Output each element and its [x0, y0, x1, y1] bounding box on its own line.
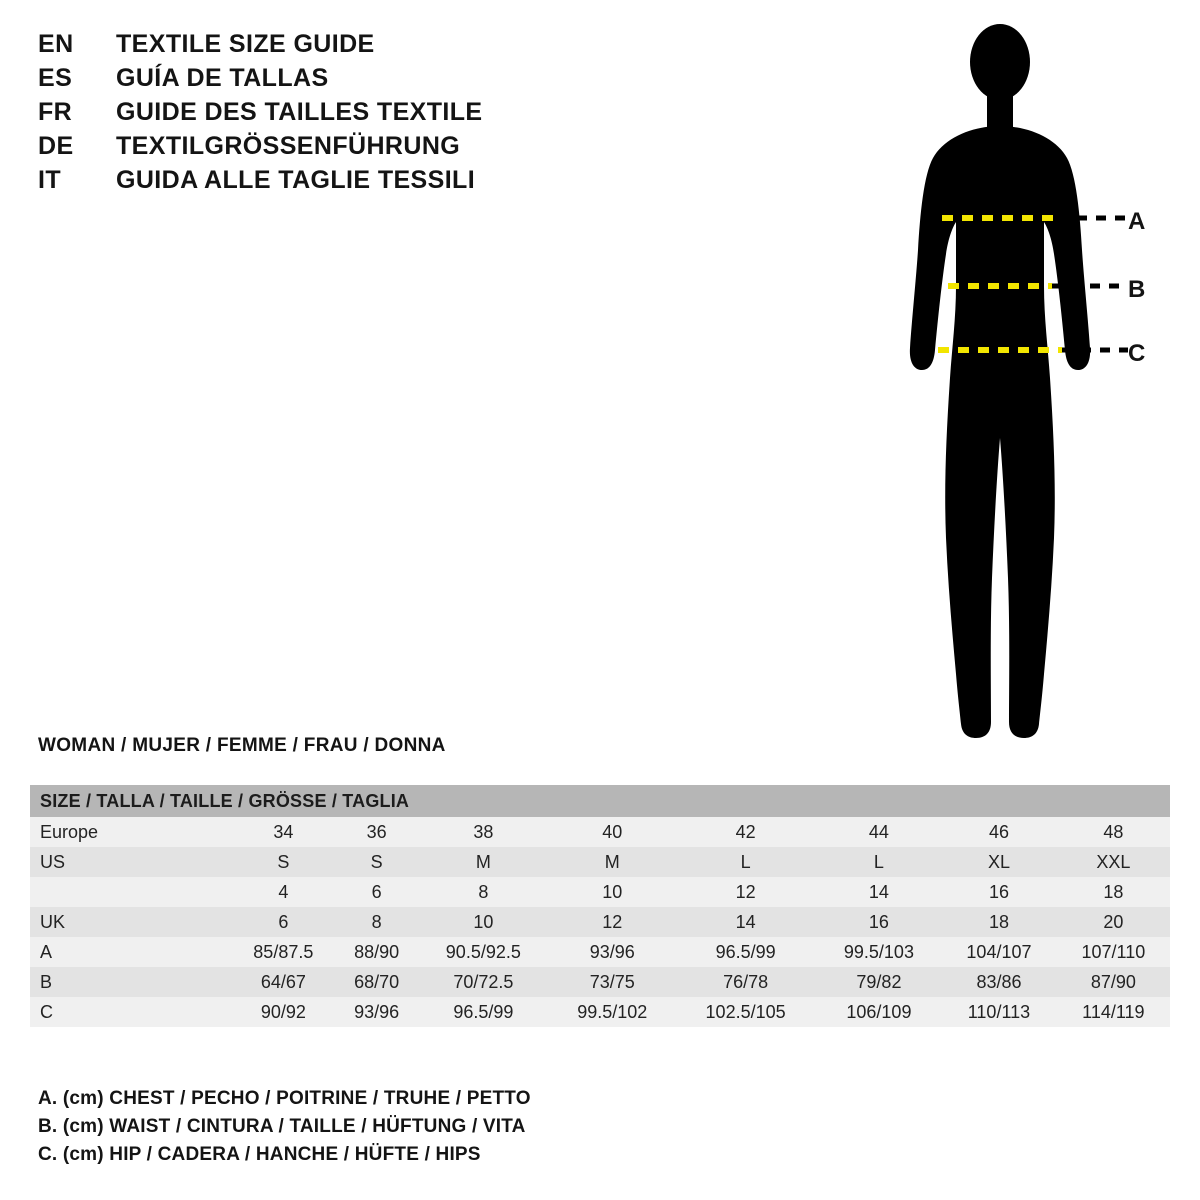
cell: 38	[417, 817, 550, 847]
note-a: A. (cm) CHEST / PECHO / POITRINE / TRUHE / PETTO	[38, 1088, 531, 1109]
cell: 16	[941, 877, 1057, 907]
cell: 99.5/103	[817, 937, 941, 967]
cell: 20	[1057, 907, 1170, 937]
measurement-figure	[860, 18, 1180, 748]
row-label-us-numeric	[30, 877, 230, 907]
section-heading: WOMAN / MUJER / FEMME / FRAU / DONNA	[38, 735, 446, 756]
cell: 18	[1057, 877, 1170, 907]
cell: 46	[941, 817, 1057, 847]
cell: XL	[941, 847, 1057, 877]
row-label-c: C	[30, 997, 230, 1027]
cell: 10	[550, 877, 674, 907]
cell: 90.5/92.5	[417, 937, 550, 967]
cell: 102.5/105	[674, 997, 816, 1027]
table-row	[30, 937, 1170, 967]
title-row	[38, 166, 558, 200]
cell: 73/75	[550, 967, 674, 997]
cell: 106/109	[817, 997, 941, 1027]
cell: 42	[674, 817, 816, 847]
cell: 107/110	[1057, 937, 1170, 967]
cell: 90/92	[230, 997, 337, 1027]
cell: M	[417, 847, 550, 877]
title-row	[38, 30, 558, 64]
cell: 16	[817, 907, 941, 937]
cell: 68/70	[337, 967, 417, 997]
marker-label-a: A	[1128, 208, 1146, 235]
row-label-us: US	[30, 847, 230, 877]
table-row	[30, 817, 1170, 847]
cell: 87/90	[1057, 967, 1170, 997]
title-text-de: TEXTILGRÖSSENFÜHRUNG	[116, 132, 461, 160]
cell: S	[337, 847, 417, 877]
title-lang-es: ES	[38, 64, 73, 92]
cell: 10	[417, 907, 550, 937]
title-row	[38, 132, 558, 166]
cell: M	[550, 847, 674, 877]
cell: 6	[230, 907, 337, 937]
female-silhouette-icon	[860, 18, 1180, 748]
cell: 99.5/102	[550, 997, 674, 1027]
title-lang-fr: FR	[38, 98, 73, 126]
cell: 114/119	[1057, 997, 1170, 1027]
cell: S	[230, 847, 337, 877]
cell: 96.5/99	[417, 997, 550, 1027]
cell: 76/78	[674, 967, 816, 997]
marker-label-c: C	[1128, 340, 1146, 367]
cell: 4	[230, 877, 337, 907]
cell: 83/86	[941, 967, 1057, 997]
title-row	[38, 98, 558, 132]
title-block	[38, 30, 558, 200]
cell: 18	[941, 907, 1057, 937]
cell: 36	[337, 817, 417, 847]
cell: 12	[550, 907, 674, 937]
cell: XXL	[1057, 847, 1170, 877]
row-label-uk: UK	[30, 907, 230, 937]
table-header-label: SIZE / TALLA / TAILLE / GRÖSSE / TAGLIA	[30, 785, 1170, 817]
cell: 93/96	[550, 937, 674, 967]
title-text-es: GUÍA DE TALLAS	[116, 64, 329, 92]
title-text-en: TEXTILE SIZE GUIDE	[116, 30, 375, 58]
cell: 8	[417, 877, 550, 907]
title-lang-en: EN	[38, 30, 74, 58]
cell: 96.5/99	[674, 937, 816, 967]
title-row	[38, 64, 558, 98]
title-lang-it: IT	[38, 166, 62, 194]
cell: 14	[817, 877, 941, 907]
title-lang-de: DE	[38, 132, 74, 160]
cell: 110/113	[941, 997, 1057, 1027]
cell: 64/67	[230, 967, 337, 997]
table-row	[30, 877, 1170, 907]
row-label-b: B	[30, 967, 230, 997]
cell: 48	[1057, 817, 1170, 847]
measurement-notes	[38, 1088, 738, 1172]
cell: 8	[337, 907, 417, 937]
cell: 93/96	[337, 997, 417, 1027]
table-row	[30, 967, 1170, 997]
note-b: B. (cm) WAIST / CINTURA / TAILLE / HÜFTUNG / VITA	[38, 1116, 526, 1137]
cell: 104/107	[941, 937, 1057, 967]
cell: 85/87.5	[230, 937, 337, 967]
cell: 14	[674, 907, 816, 937]
cell: 12	[674, 877, 816, 907]
marker-label-b: B	[1128, 276, 1146, 303]
cell: 44	[817, 817, 941, 847]
cell: L	[817, 847, 941, 877]
row-label-europe: Europe	[30, 817, 230, 847]
row-label-a: A	[30, 937, 230, 967]
table-header-row	[30, 785, 1170, 817]
cell: 6	[337, 877, 417, 907]
cell: 88/90	[337, 937, 417, 967]
table-row	[30, 997, 1170, 1027]
cell: 79/82	[817, 967, 941, 997]
note-c: C. (cm) HIP / CADERA / HANCHE / HÜFTE / HIPS	[38, 1144, 481, 1165]
table-row	[30, 847, 1170, 877]
table-row	[30, 907, 1170, 937]
title-text-it: GUIDA ALLE TAGLIE TESSILI	[116, 166, 476, 194]
cell: 34	[230, 817, 337, 847]
cell: 40	[550, 817, 674, 847]
size-table	[30, 785, 1170, 1027]
cell: 70/72.5	[417, 967, 550, 997]
title-text-fr: GUIDE DES TAILLES TEXTILE	[116, 98, 483, 126]
cell: L	[674, 847, 816, 877]
